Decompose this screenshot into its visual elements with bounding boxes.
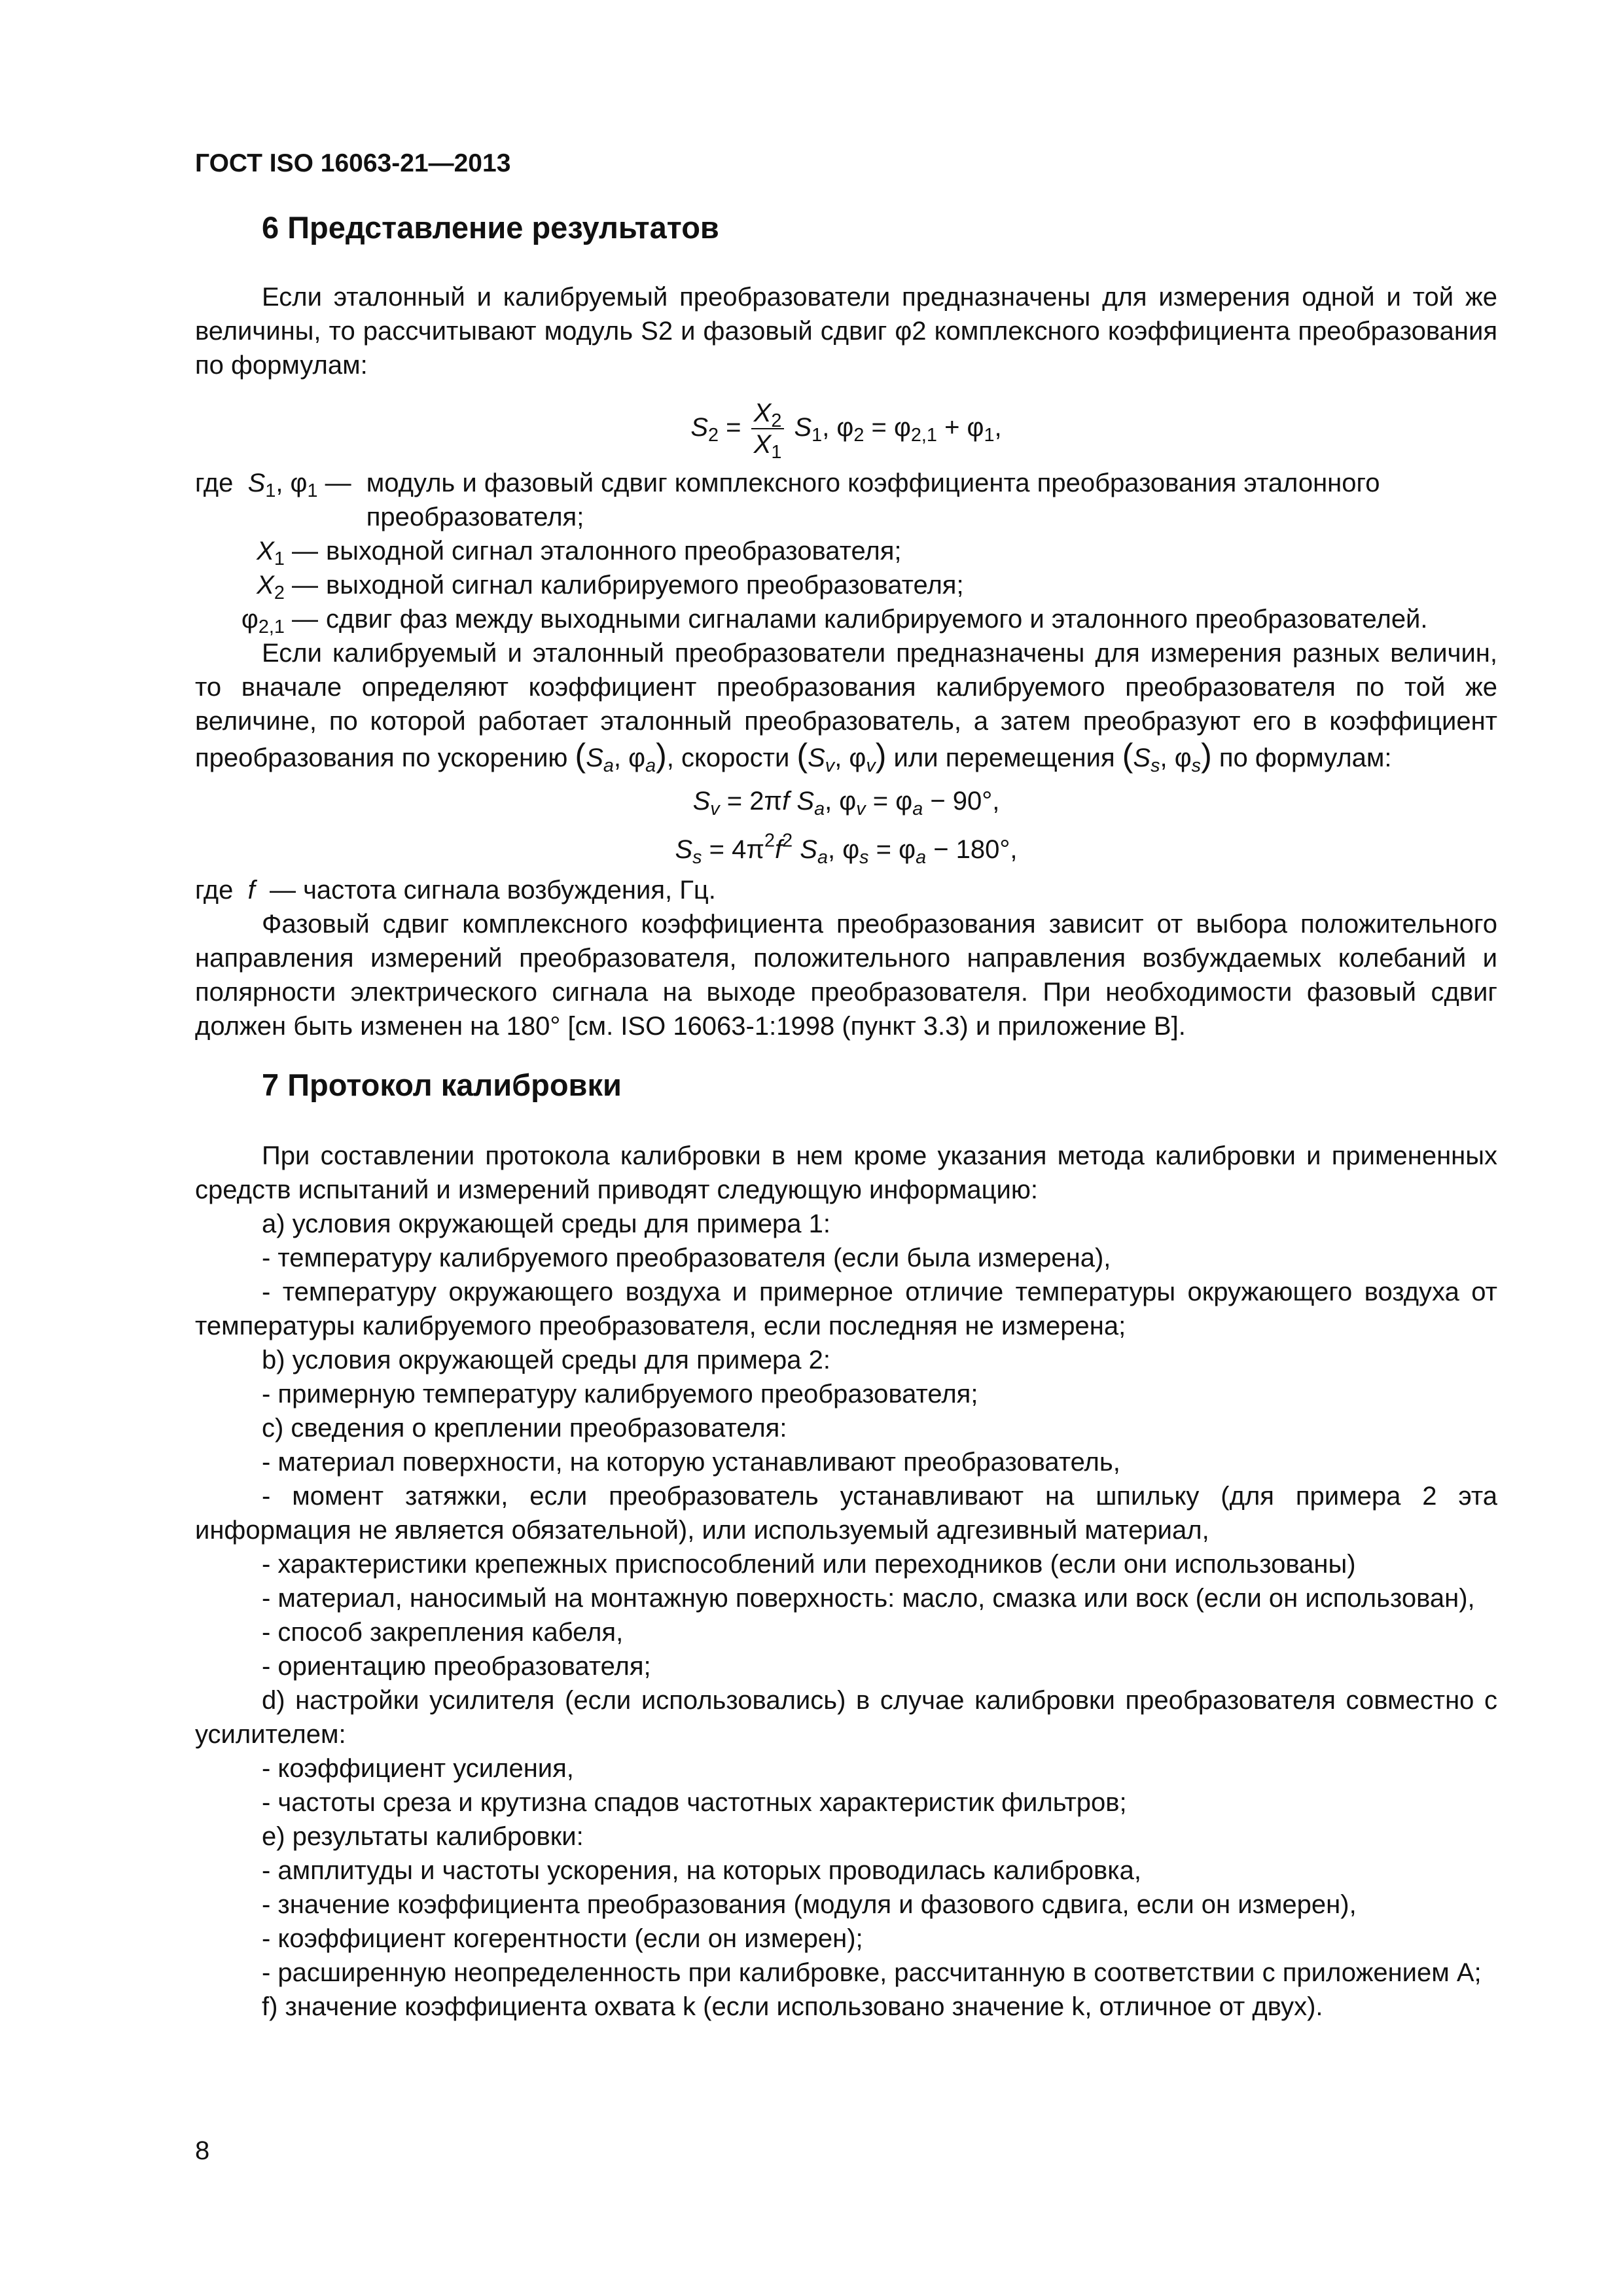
section-7-title: 7 Протокол калибровки	[262, 1067, 622, 1102]
section-6-para-3: Фазовый сдвиг комплексного коэффициента преобразования зависит от выбора положительного направления измерений преобразователя, положительного направления возбуждаемых колебаний и полярности электрического сигнала на выходе преобразователя. При необходимости фазовый сдвиг должен быть изменен на 180° [см. ISO 16063-1:1998 (пункт 3.3) и приложение В].	[195, 910, 1497, 1041]
section-6-intro: Если эталонный и калибруемый преобразователи предназначены для измерения одной и той же величины, то рассчитывают модуль S2 и фазовый сдвиг φ2 комплексного коэффициента преобразования по формулам:	[195, 283, 1497, 380]
section-6-title: 6 Представление результатов	[262, 210, 719, 245]
list-item: - температуру окружающего воздуха и примерное отличие температуры окружающего воздуха от температуры калибруемого преобразователя, если последняя не измерена;	[195, 1278, 1497, 1340]
list-item: - ориентацию преобразователя;	[262, 1652, 651, 1681]
list-item: - температуру калибруемого преобразователя (если была измерена),	[262, 1244, 1111, 1272]
list-item: - материал поверхности, на которую устанавливают преобразователь,	[262, 1448, 1120, 1477]
section-7-body	[195, 1139, 1497, 2024]
list-item: - примерную температуру калибруемого преобразователя;	[262, 1380, 978, 1408]
formula-sv: $S_v = 2\pi f$ $S_a$, $\varphi_v = \varphi_a - 90^\circ$,	[692, 787, 1000, 820]
list-item: d) настройки усилителя (если использовались) в случае калибровки преобразователя совместно с усилителем:	[195, 1686, 1497, 1749]
list-item: - коэффициент усиления,	[262, 1754, 574, 1783]
list-item: e) результаты калибровки:	[262, 1822, 584, 1851]
where-item-f: где f — частота сигнала возбуждения, Гц.	[195, 876, 716, 905]
list-item: - расширенную неопределенность при калибровке, рассчитанную в соответствии с приложением A;	[262, 1958, 1482, 1987]
where-item-s1-phi1: где $S_1$, $\varphi_1$ — модуль и фазовый сдвиг комплексного коэффициента преобразования эталонного преобразователя;	[195, 469, 1380, 531]
where-item-x2: $X_2$ — выходной сигнал калибрируемого преобразователя;	[257, 571, 964, 604]
list-item: a) условия окружающей среды для примера 1:	[262, 1210, 831, 1238]
list-item: - амплитуды и частоты ускорения, на которых проводилась калибровка,	[262, 1856, 1141, 1885]
formula-ss: $S_s = 4\pi^2f^2$ $S_a$, $\varphi_s = \varphi_a - 180^\circ$,	[675, 830, 1018, 869]
list-item: - способ закрепления кабеля,	[262, 1618, 624, 1647]
list-item: - значение коэффициента преобразования (модуля и фазового сдвига, если он измерен),	[262, 1890, 1357, 1919]
standard-header: ГОСТ ISO 16063-21—2013	[195, 149, 511, 177]
list-item: - момент затяжки, если преобразователь устанавливают на шпильку (для примера 2 эта информация не является обязательной), или используемый адгезивный материал,	[195, 1482, 1497, 1545]
list-item: c) сведения о креплении преобразователя:	[262, 1414, 787, 1443]
list-item: - частоты среза и крутизна спадов частотных характеристик фильтров;	[262, 1788, 1127, 1817]
formula-s2: $S_2$ = $\frac{X_2}{X_1}$ $S_1$, $\varphi_2 = \varphi_{2,1} + \varphi_1$,	[690, 399, 1002, 463]
section-6-para-2: Если калибруемый и эталонный преобразователи предназначены для измерения разных величин, то вначале определяют коэффициент преобразования калибруемого преобразователя по той же величине, по которой работает эталонный преобразователь, а затем преобразуют его в коэффициент преобразования по ускорению ($S_a$, $\varphi_a$), скорости ($S_v$, $\varphi_v$) или перемещения ($S_s$, $\varphi_s$) по формулам:	[195, 639, 1497, 777]
section-6-body	[195, 280, 1497, 1043]
list-item: - характеристики крепежных приспособлений или переходников (если они использованы)	[262, 1550, 1356, 1579]
where-item-phi21: $\varphi_{2,1}$ — сдвиг фаз между выходными сигналами калибрируемого и эталонного преобразователей.	[241, 605, 1428, 638]
list-item: - материал, наносимый на монтажную поверхность: масло, смазка или воск (если он использован),	[262, 1584, 1475, 1613]
page-number: 8	[195, 2136, 210, 2165]
section-7-intro: При составлении протокола калибровки в нем кроме указания метода калибровки и примененных средств испытаний и измерений приводят следующую информацию:	[195, 1141, 1497, 1204]
list-item: - коэффициент когерентности (если он измерен);	[262, 1924, 863, 1953]
where-item-x1: $X_1$ — выходной сигнал эталонного преобразователя;	[257, 537, 902, 570]
list-item: f) значение коэффициента охвата k (если использовано значение k, отличное от двух).	[262, 1992, 1323, 2021]
list-item: b) условия окружающей среды для примера 2:	[262, 1346, 831, 1374]
